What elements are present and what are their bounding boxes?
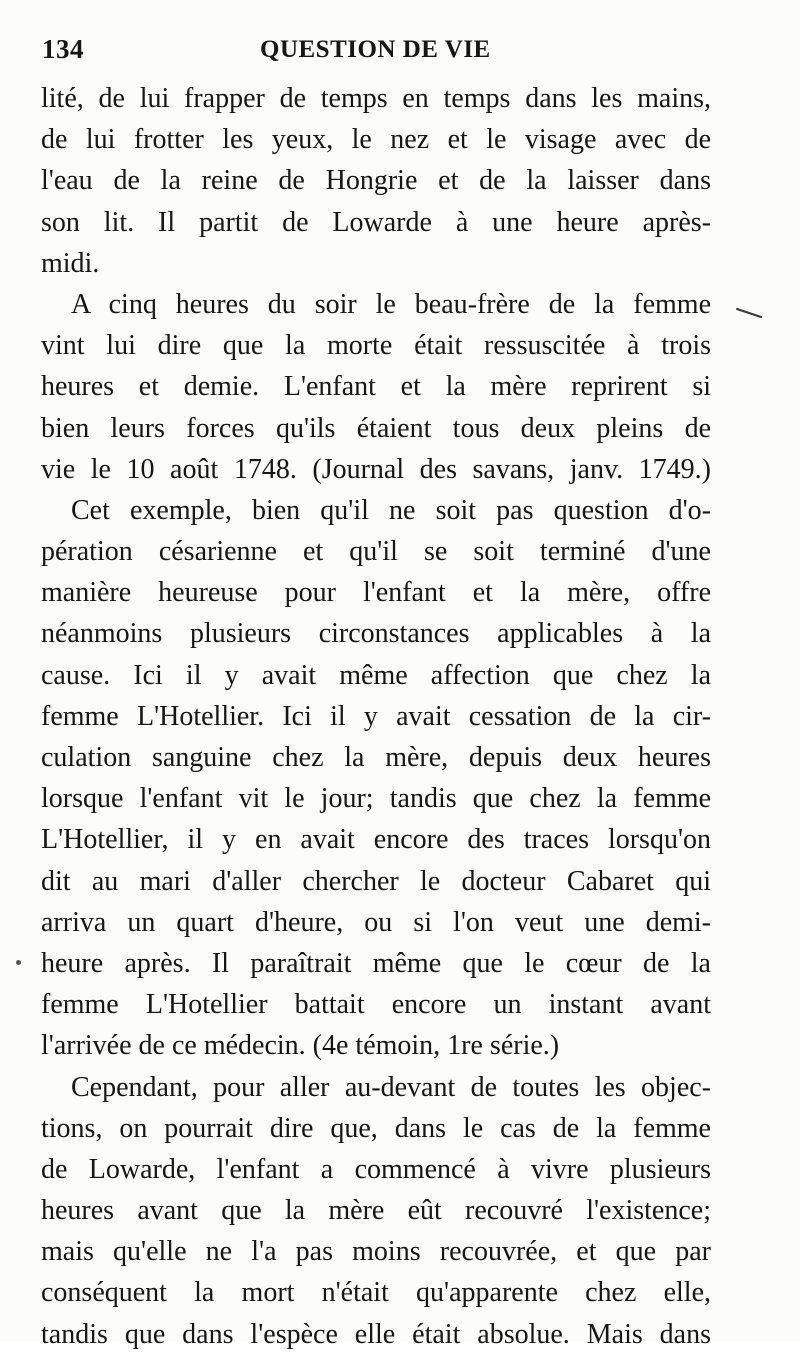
text-line: son lit. Il partit de Lowarde à une heure après- (41, 206, 711, 238)
text-line: l'eau de la reine de Hongrie et de la laisser dans (41, 165, 711, 197)
text-line: A cinq heures du soir le beau-frère de la femme (71, 288, 711, 320)
text-line: lorsque l'enfant vit le jour; tandis que chez la femme (41, 783, 711, 815)
text-line: dit au mari d'aller chercher le docteur Cabaret qui (41, 865, 711, 897)
text-line: L'Hotellier, il y en avait encore des traces lorsqu'on (41, 824, 711, 856)
text-line: cause. Ici il y avait même affection que chez la (41, 659, 711, 691)
text-line: néanmoins plusieurs circonstances applicables à la (41, 618, 711, 650)
margin-dot-mark (16, 960, 21, 965)
text-line: vie le 10 août 1748. (Journal des savans, janv. 1749.) (41, 453, 711, 485)
margin-stroke-mark (735, 306, 765, 320)
text-line: l'arrivée de ce médecin. (4e témoin, 1re série.) (41, 1030, 560, 1062)
page-header (42, 30, 762, 70)
text-line: mais qu'elle ne l'a pas moins recouvrée, et que par (41, 1236, 711, 1268)
text-line: pération césarienne et qu'il se soit terminé d'une (41, 536, 711, 568)
text-line: tandis que dans l'espèce elle était absolue. Mais dans (41, 1318, 711, 1350)
text-line: de lui frotter les yeux, le nez et le visage avec de (41, 124, 711, 156)
text-line: de Lowarde, l'enfant a commencé à vivre plusieurs (41, 1153, 711, 1185)
text-line: Cependant, pour aller au-devant de toutes les objec- (71, 1071, 711, 1103)
text-line: femme L'Hotellier battait encore un instant avant (41, 989, 711, 1021)
text-line: heures avant que la mère eût recouvré l'existence; (41, 1195, 711, 1227)
text-line: culation sanguine chez la mère, depuis deux heures (41, 742, 711, 773)
text-line: Cet exemple, bien qu'il ne soit pas question d'o- (71, 494, 711, 526)
text-line: bien leurs forces qu'ils étaient tous deux pleins de (41, 412, 711, 444)
text-line: arriva un quart d'heure, ou si l'on veut une demi- (41, 906, 711, 938)
text-line: vint lui dire que la morte était ressuscitée à trois (41, 330, 711, 362)
body-text (41, 78, 711, 1355)
page-number: 134 (42, 34, 84, 64)
running-title: QUESTION DE VIE (260, 36, 491, 63)
text-line: conséquent la mort n'était qu'apparente chez elle, (41, 1277, 711, 1309)
text-line: femme L'Hotellier. Ici il y avait cessation de la cir- (41, 700, 711, 732)
text-line: heure après. Il paraîtrait même que le cœur de la (41, 947, 711, 979)
text-line: heures et demie. L'enfant et la mère reprirent si (41, 371, 711, 403)
text-line: tions, on pourrait dire que, dans le cas de la femme (41, 1112, 711, 1144)
text-line: lité, de lui frapper de temps en temps dans les mains, (41, 83, 711, 114)
text-line: manière heureuse pour l'enfant et la mère, offre (41, 577, 711, 609)
text-line: midi. (41, 247, 100, 279)
